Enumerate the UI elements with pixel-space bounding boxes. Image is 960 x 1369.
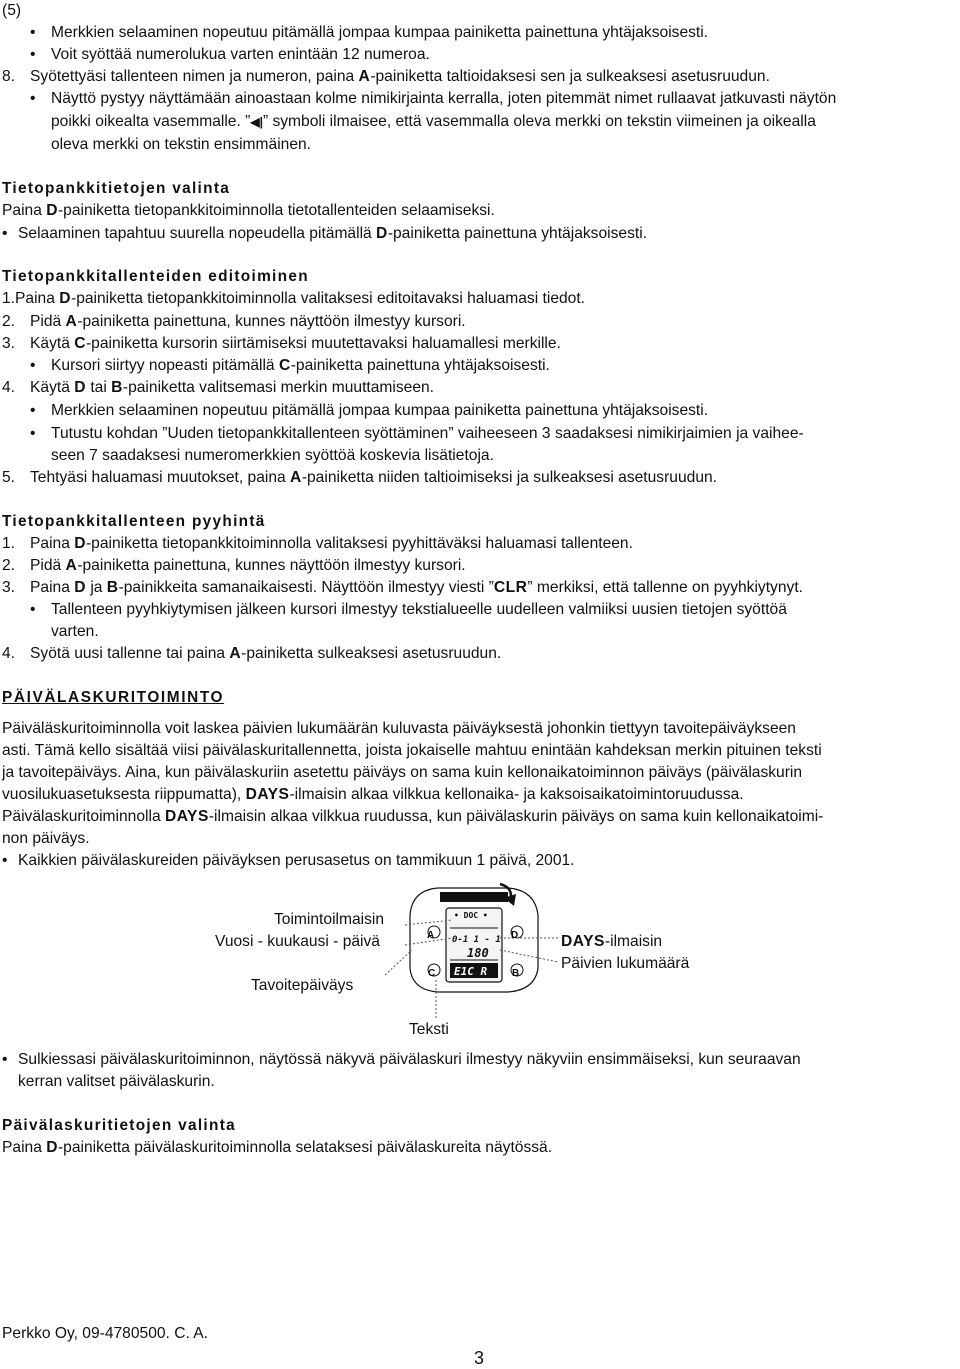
step-number: 2. (2, 313, 16, 330)
body-line: Paina D ja B-painikkeita samanaikaisesti. Näyttöön ilmestyy viesti ”CLR” merkiksi, että tallenne on pyyhkiytynyt. (30, 579, 803, 596)
step-number: 4. (2, 645, 16, 662)
section-heading: Päivälaskuritietojen valinta (2, 1117, 236, 1134)
body-line: Merkkien selaaminen nopeutuu pitämällä jompaa kumpaa painiketta painettuna yhtäjaksoisesti. (51, 24, 709, 41)
step-number: 2. (2, 557, 16, 574)
body-line: Päivälaskuritoiminnolla DAYS-ilmaisin alkaa vilkkua ruudussa, kun päivälaskurin päiväys on sama kuin kellonaikatoimi- (2, 808, 824, 825)
page-number: 3 (474, 1348, 485, 1368)
lcd-day-count: 180 (467, 946, 489, 960)
body-line: Tehtyäsi haluamasi muutokset, paina A-painiketta niiden taltioimiseksi ja sulkeaksesi asetusruudun. (30, 469, 717, 486)
label-target-date: Tavoitepäiväys (251, 977, 354, 994)
bullet-marker: • (30, 601, 36, 618)
section-heading: Tietopankkitallenteen pyyhintä (2, 513, 266, 530)
body-line: Merkkien selaaminen nopeutuu pitämällä jompaa kumpaa painiketta painettuna yhtäjaksoisesti. (51, 402, 709, 419)
body-line: Tutustu kohdan ”Uuden tietopankkitallenteen syöttäminen” vaiheeseen 3 saadaksesi nimikirjaimien ja vaihee- (51, 425, 804, 442)
body-line: Syötä uusi tallenne tai paina A-painiketta sulkeaksesi asetusruudun. (30, 645, 502, 662)
body-line: asti. Tämä kello sisältää viisi päivälaskuritallennetta, joista jokaiselle mahtuu enintään kahdeksan merkin pituinen teksti (2, 742, 822, 759)
body-line: Käytä D tai B-painiketta valitsemasi merkin muuttamiseen. (30, 379, 435, 396)
body-line: varten. (51, 623, 99, 640)
button-c-label: C (428, 968, 436, 979)
bullet-marker: • (30, 402, 36, 419)
button-d-label: D (511, 930, 519, 941)
bullet-marker: • (30, 90, 36, 107)
body-line: non päiväys. (2, 830, 90, 847)
lcd-text: E1C R (454, 965, 488, 978)
step-number: 3. (2, 335, 16, 352)
bullet-marker: • (2, 852, 8, 869)
body-line: Paina D-painiketta päivälaskuritoiminnolla selataksesi päivälaskureita näytössä. (2, 1139, 553, 1156)
label-day-count: Päivien lukumäärä (561, 955, 690, 972)
body-line: Syötettyäsi tallenteen nimen ja numeron, paina A-painiketta taltioidaksesi sen ja sulkeaksesi asetusruudun. (30, 68, 770, 85)
body-line: oleva merkki on tekstin ensimmäinen. (51, 136, 312, 153)
label-text: Teksti (409, 1021, 449, 1038)
body-line: 1.Paina D-painiketta tietopankkitoiminnolla valitaksesi editoitavaksi haluamasi tiedot. (2, 290, 585, 307)
body-line: Paina D-painiketta tietopankkitoiminnolla tietotallenteiden selaamiseksi. (2, 202, 495, 219)
step-number: 3. (2, 579, 16, 596)
section-heading: Tietopankkitietojen valinta (2, 180, 231, 197)
step-number: 4. (2, 379, 16, 396)
body-line: Voit syöttää numerolukua varten enintään 12 numeroa. (51, 46, 430, 63)
lcd-mode-indicator: • DOC • (454, 911, 488, 920)
section-title: PÄIVÄLASKURITOIMINTO (2, 689, 225, 706)
bullet-marker: • (2, 1051, 8, 1068)
body-line: Kursori siirtyy nopeasti pitämällä C-painiketta painettuna yhtäjaksoisesti. (51, 357, 550, 374)
step-number: 8. (2, 68, 16, 85)
body-line: vuosilukuasetuksesta riippumatta), DAYS-ilmaisin alkaa vilkkua kellonaika- ja kaksoisaikatoimintoruudussa. (2, 786, 744, 803)
section-heading: Tietopankkitallenteiden editoiminen (2, 268, 309, 285)
body-line: Paina D-painiketta tietopankkitoiminnolla valitaksesi pyyhittäväksi haluamasi tallenteen. (30, 535, 633, 552)
body-line: seen 7 saadaksesi numeromerkkien syöttöä koskevia lisätietoja. (51, 447, 494, 464)
label-year-month-day: Vuosi - kuukausi - päivä (215, 933, 380, 950)
footer-text: Perkko Oy, 09-4780500. C. A. (2, 1325, 209, 1342)
body-line: Selaaminen tapahtuu suurella nopeudella pitämällä D-painiketta painettuna yhtäjaksoisesti. (18, 225, 647, 242)
step-number: 5. (2, 469, 16, 486)
body-line: ja tavoitepäiväys. Aina, kun päivälaskuriin asetettu päiväys on sama kuin kellonaikatoiminnon päiväys (päivälaskurin (2, 764, 803, 781)
body-line: Näyttö pystyy näyttämään ainoastaan kolme nimikirjainta kerralla, joten pitemmät nimet rullaavat jatkuvasti näytön (51, 90, 837, 107)
body-line: Käytä C-painiketta kursorin siirtämiseksi muutettavaksi haluamallesi merkille. (30, 335, 561, 352)
body-line: kerran valitset päivälaskurin. (18, 1073, 215, 1090)
body-line: Kaikkien päivälaskureiden päiväyksen perusasetus on tammikuun 1 päivä, 2001. (18, 852, 575, 869)
button-b-label: B (512, 968, 520, 979)
body-line: Sulkiessasi päivälaskuritoiminnon, näytössä näkyvä päivälaskuri ilmestyy näkyviin ensimmäiseksi, kun seuraavan (18, 1051, 801, 1068)
bullet-marker: • (30, 24, 36, 41)
label-mode-indicator: Toimintoilmaisin (274, 911, 385, 928)
bullet-marker: • (30, 46, 36, 63)
body-line: Pidä A-painiketta painettuna, kunnes näyttöön ilmestyy kursori. (30, 313, 466, 330)
step-number: 1. (2, 535, 16, 552)
body-line: poikki oikealta vasemmalle. ”◀|” symboli ilmaisee, että vasemmalla oleva merkki on tekstin viimeinen ja oikealla (51, 113, 816, 130)
scroll-end-symbol-icon: ◀| (250, 115, 263, 129)
bullet-marker: • (2, 225, 8, 242)
label-days-indicator: DAYS-ilmaisin (561, 933, 663, 950)
body-line: Päiväläskuritoiminnolla voit laskea päivien lukumäärän kuluvasta päiväyksestä johonkin tiettyyn tavoitepäiväykseen (2, 720, 796, 737)
bullet-marker: • (30, 357, 36, 374)
page-marker: (5) (2, 2, 22, 19)
bullet-marker: • (30, 425, 36, 442)
body-line: Pidä A-painiketta painettuna, kunnes näyttöön ilmestyy kursori. (30, 557, 466, 574)
lcd-date: 0-1 1 - 1 (452, 935, 501, 945)
button-a-label: A (427, 930, 435, 941)
body-line: Tallenteen pyyhkiytymisen jälkeen kursori ilmestyy tekstialueelle uudelleen valmiiksi uusien tietojen syöttöä (51, 601, 787, 618)
